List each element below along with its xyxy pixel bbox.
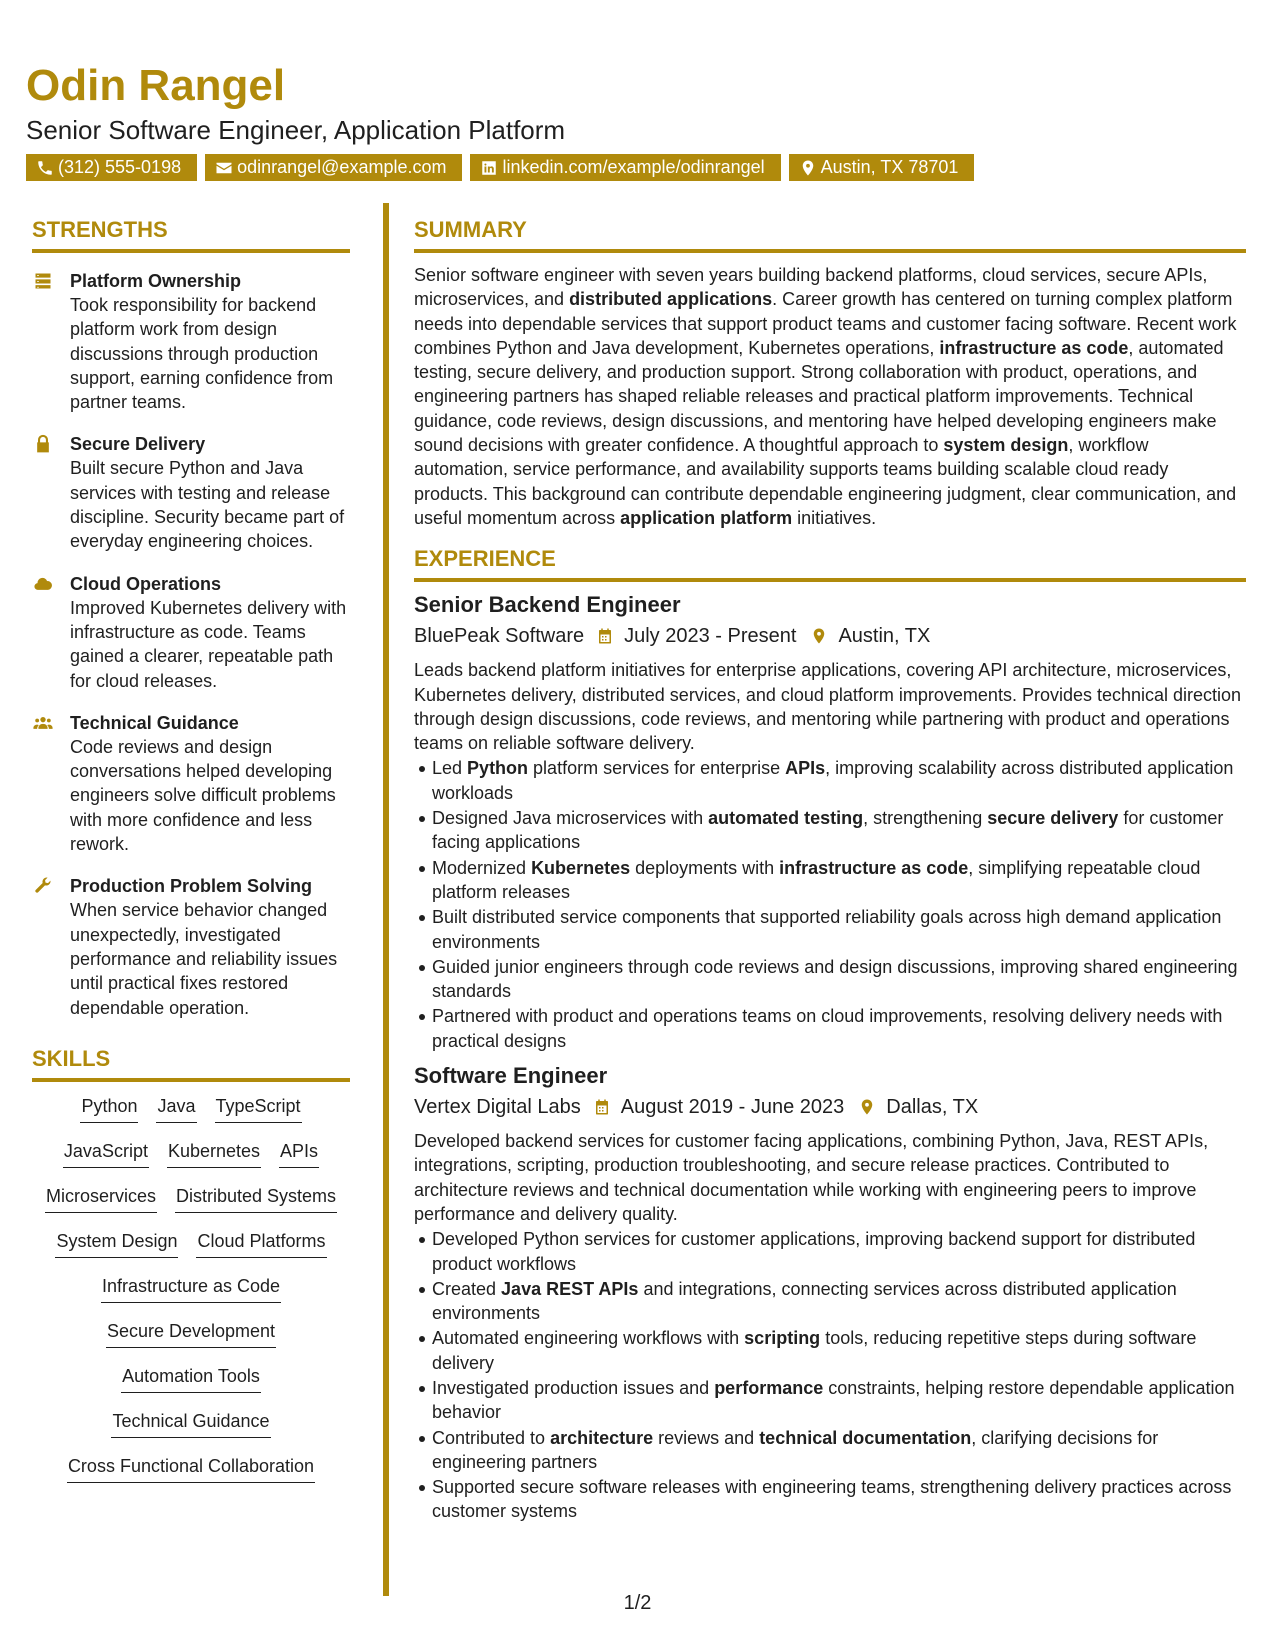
skill-tag: Cloud Platforms [196, 1227, 326, 1258]
strength-item [32, 269, 350, 414]
job-meta [414, 622, 1246, 650]
job-bullets [414, 1227, 1246, 1524]
contact-location [789, 154, 975, 181]
column-divider [383, 203, 389, 1596]
contact-email[interactable] [205, 154, 462, 181]
bullet-item: Built distributed service components that supported reliability goals across high demand application environments [432, 905, 1246, 954]
skill-tag: Automation Tools [121, 1362, 261, 1393]
skill-tag: Secure Development [106, 1317, 276, 1348]
contact-bar [26, 154, 1235, 181]
bullet-item: Designed Java microservices with automated testing, strengthening secure delivery for customer facing applications [432, 806, 1246, 855]
phone-icon [36, 159, 54, 177]
skill-tag: Infrastructure as Code [101, 1272, 281, 1303]
envelope-icon [215, 159, 233, 177]
job-dates: August 2019 - June 2023 [620, 1096, 845, 1119]
summary-text: Senior software engineer with seven years building backend platforms, cloud services, secure APIs, microservices, and distributed applications. Career growth has centered on turning complex platform needs into dependable services that support product teams and customer facing software. Recent work combines Python and Java development, Kubernetes operations, infrastructure as code, automated testing, secure delivery, and production support. Strong collaboration with product, operations, and engineering partners has shaped reliable releases and practical platform improvements. Technical guidance, code reviews, design discussions, and mentoring have helped developing engineers make sound decisions with greater confidence. A thoughtful approach to system design, workflow automation, service performance, and availability supports teams building scalable cloud ready products. This background can contribute dependable engineering judgment, clear communication, and useful momentum across application platform initiatives. [414, 265, 1237, 528]
strength-item [32, 572, 350, 693]
bullet-item: Partnered with product and operations teams on cloud improvements, resolving delivery needs with practical designs [432, 1004, 1246, 1053]
job-bullets [414, 756, 1246, 1053]
strength-desc: Took responsibility for backend platform work from design discussions through production support, earning confidence from partner teams. [70, 295, 334, 413]
wrench-icon [32, 876, 54, 896]
job-company: Vertex Digital Labs [414, 1096, 581, 1119]
candidate-title: Senior Software Engineer, Application Platform [26, 115, 566, 145]
server-icon [32, 271, 54, 291]
job-title: Senior Backend Engineer [414, 592, 681, 618]
strength-item [32, 874, 350, 1019]
map-marker-icon [810, 626, 828, 646]
strength-title: Technical Guidance [70, 712, 239, 733]
bullet-item: Guided junior engineers through code reviews and design discussions, improving shared engineering standards [432, 955, 1246, 1004]
skill-tag: Technical Guidance [111, 1407, 270, 1438]
skill-row [32, 1182, 350, 1227]
skills-list [32, 1092, 350, 1497]
skill-tag: Distributed Systems [175, 1182, 337, 1213]
skill-row [32, 1452, 350, 1497]
left-column [32, 215, 350, 1497]
calendar-icon [593, 1097, 611, 1117]
resume-header [26, 60, 1235, 181]
skills-heading: SKILLS [32, 1044, 350, 1082]
linkedin-icon [480, 159, 498, 177]
users-icon [32, 713, 54, 733]
bullet-item: Supported secure software releases with engineering teams, strengthening delivery practices across customer systems [432, 1475, 1246, 1524]
cloud-icon [32, 574, 54, 594]
job-location: Austin, TX [838, 625, 931, 648]
contact-phone[interactable] [26, 154, 197, 181]
job-entry [414, 1061, 1246, 1524]
skill-tag: System Design [55, 1227, 178, 1258]
contact-linkedin[interactable] [470, 154, 780, 181]
bullet-item: Contributed to architecture reviews and technical documentation, clarifying decisions for engineering partners [432, 1426, 1246, 1475]
skill-row [32, 1227, 350, 1272]
contact-linkedin-text: linkedin.com/example/odinrangel [502, 157, 765, 177]
skill-row [32, 1092, 350, 1137]
bullet-item: Developed Python services for customer applications, improving backend support for distributed product workflows [432, 1227, 1246, 1276]
skill-row [32, 1137, 350, 1182]
map-marker-icon [858, 1097, 876, 1117]
lock-icon [32, 434, 54, 454]
skill-tag: Java [156, 1092, 196, 1123]
skill-tag: Kubernetes [167, 1137, 261, 1168]
bullet-item: Automated engineering workflows with scripting tools, reducing repetitive steps during software delivery [432, 1326, 1246, 1375]
strength-item [32, 432, 350, 553]
candidate-name: Odin Rangel [26, 61, 286, 110]
contact-location-text: Austin, TX 78701 [820, 157, 959, 177]
bullet-item: Investigated production issues and performance constraints, helping restore dependable application behavior [432, 1376, 1246, 1425]
bullet-item: Created Java REST APIs and integrations, connecting services across distributed application environments [432, 1277, 1246, 1326]
job-description: Leads backend platform initiatives for enterprise applications, covering API architecture, microservices, Kubernetes delivery, distributed services, and cloud platform improvements. Provides technical direction through design discussions, code reviews, and mentoring while partnering with product and operations teams on reliable software delivery. [414, 660, 1242, 754]
map-marker-icon [799, 159, 817, 177]
skill-tag: Cross Functional Collaboration [67, 1452, 315, 1483]
summary-heading: SUMMARY [414, 215, 1246, 253]
strengths-heading: STRENGTHS [32, 215, 350, 253]
strength-title: Production Problem Solving [70, 876, 313, 897]
skill-row [32, 1272, 350, 1317]
strength-desc: Code reviews and design conversations helped developing engineers solve difficult problems with more confidence and less rework. [70, 736, 336, 855]
contact-email-text: odinrangel@example.com [237, 157, 447, 177]
job-title: Software Engineer [414, 1063, 608, 1089]
job-meta [414, 1093, 1246, 1121]
strength-item [32, 711, 350, 856]
strength-desc: Built secure Python and Java services with testing and release discipline. Security became part of everyday engineering choices. [70, 458, 345, 552]
strength-title: Cloud Operations [70, 573, 222, 594]
job-description: Developed backend services for customer facing applications, combining Python, Java, REST APIs, integrations, scripting, production troubleshooting, and secure release practices. Contributed to architecture reviews and technical documentation while working with engineering peers to improve performance and delivery quality. [414, 1131, 1209, 1224]
job-location: Dallas, TX [886, 1096, 979, 1119]
calendar-icon [596, 626, 614, 646]
bullet-item: Modernized Kubernetes deployments with infrastructure as code, simplifying repeatable cloud platform releases [432, 856, 1246, 905]
right-column [414, 215, 1246, 1524]
skill-tag: Python [80, 1092, 138, 1123]
skill-tag: APIs [279, 1137, 319, 1168]
contact-phone-text: (312) 555-0198 [58, 157, 182, 177]
strength-desc: Improved Kubernetes delivery with infrastructure as code. Teams gained a clearer, repeatable path for cloud releases. [70, 597, 347, 691]
skill-tag: Microservices [45, 1182, 157, 1213]
skill-row [32, 1362, 350, 1407]
job-entry [414, 590, 1246, 1053]
page-number: 1/2 [623, 1592, 652, 1614]
skill-row [32, 1317, 350, 1362]
experience-heading: EXPERIENCE [414, 544, 1246, 582]
skill-row [32, 1407, 350, 1452]
job-company: BluePeak Software [414, 625, 585, 648]
strength-desc: When service behavior changed unexpectedly, investigated performance and reliability issues until practical fixes restored dependable operation. [70, 900, 338, 1018]
skill-tag: TypeScript [215, 1092, 302, 1123]
bullet-item: Led Python platform services for enterprise APIs, improving scalability across distributed application workloads [432, 756, 1246, 805]
strength-title: Secure Delivery [70, 434, 206, 455]
job-dates: July 2023 - Present [624, 625, 797, 648]
strength-title: Platform Ownership [70, 271, 242, 291]
skill-tag: JavaScript [63, 1137, 149, 1168]
